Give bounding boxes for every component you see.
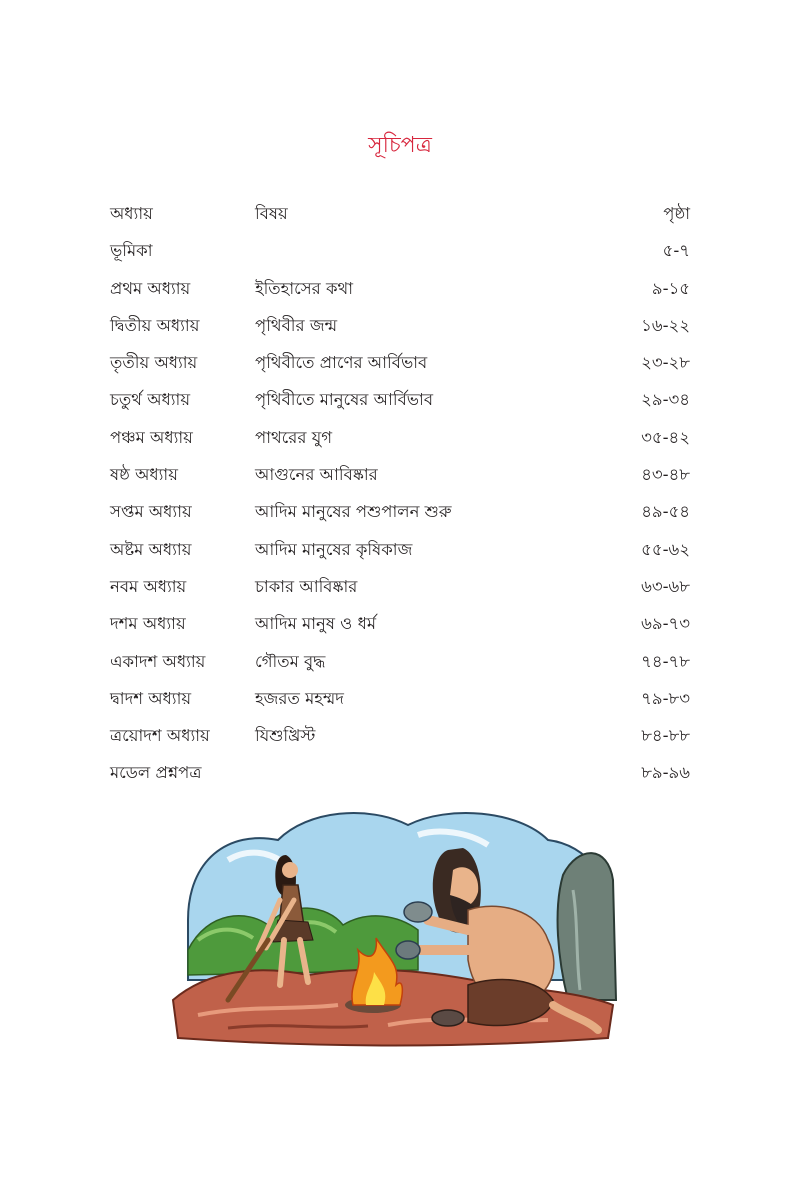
- toc-subject: যিশুখ্রিস্ট: [255, 726, 316, 746]
- toc-row: [110, 643, 690, 680]
- toc-pages: ৬৯-৭৩: [641, 614, 690, 634]
- rock: [558, 853, 616, 1000]
- table-of-contents: [110, 195, 690, 792]
- toc-chapter: সপ্তম অধ্যায়: [110, 502, 192, 522]
- stone: [432, 1010, 464, 1026]
- toc-pages: ৮৯-৯৬: [641, 763, 690, 783]
- toc-row: [110, 754, 690, 791]
- toc-chapter: অষ্টম অধ্যায়: [110, 539, 192, 559]
- toc-row: [110, 680, 690, 717]
- toc-row: [110, 493, 690, 530]
- toc-chapter: পঞ্চম অধ্যায়: [110, 427, 193, 447]
- cave-people-illustration: [168, 800, 618, 1048]
- header-chapter: অধ্যায়: [110, 204, 153, 223]
- toc-subject: পৃথিবীর জন্ম: [255, 315, 338, 335]
- toc-pages: ৭৪-৭৮: [641, 651, 690, 671]
- toc-pages: ২৯-৩৪: [641, 390, 690, 410]
- toc-chapter: দ্বাদশ অধ্যায়: [110, 688, 192, 708]
- toc-chapter: ত্রয়োদশ অধ্যায়: [110, 726, 210, 746]
- toc-row: [110, 270, 690, 307]
- header-page: পৃষ্ঠা: [663, 204, 690, 223]
- toc-chapter: ষষ্ঠ অধ্যায়: [110, 465, 178, 485]
- toc-subject: ইতিহাসের কথা: [255, 278, 354, 298]
- toc-chapter: তৃতীয় অধ্যায়: [110, 353, 198, 373]
- toc-pages: ৮৪-৮৮: [641, 726, 690, 746]
- toc-chapter: চতুর্থ অধ্যায়: [110, 390, 191, 410]
- toc-subject: হজরত মহম্মদ: [255, 688, 344, 708]
- toc-pages: ৩৫-৪২: [641, 427, 690, 447]
- toc-pages: ৭৯-৮৩: [641, 688, 690, 708]
- toc-row: [110, 307, 690, 344]
- toc-chapter: দ্বিতীয় অধ্যায়: [110, 315, 200, 335]
- toc-row: [110, 419, 690, 456]
- toc-row: [110, 381, 690, 418]
- toc-subject: আগুনের আবিষ্কার: [255, 465, 378, 485]
- toc-pages: ৫-৭: [662, 241, 690, 261]
- toc-row: [110, 232, 690, 269]
- toc-subject: পৃথিবীতে মানুষের আর্বিভাব: [255, 390, 434, 410]
- toc-subject: চাকার আবিষ্কার: [255, 576, 358, 596]
- toc-row: [110, 456, 690, 493]
- toc-row: [110, 605, 690, 642]
- toc-pages: ১৬-২২: [641, 315, 690, 335]
- toc-subject: পৃথিবীতে প্রাণের আর্বিভাব: [255, 353, 428, 373]
- toc-row: [110, 531, 690, 568]
- toc-pages: ২৩-২৮: [641, 353, 690, 373]
- toc-row: [110, 568, 690, 605]
- toc-chapter: একাদশ অধ্যায়: [110, 651, 206, 671]
- toc-chapter: ভূমিকা: [110, 241, 153, 261]
- toc-pages: ৯-১৫: [651, 278, 690, 298]
- toc-pages: ৪৩-৪৮: [641, 465, 690, 485]
- toc-subject: পাথরের যুগ: [255, 427, 333, 447]
- toc-row: [110, 344, 690, 381]
- toc-subject: আদিম মানুষ ও ধর্ম: [255, 614, 376, 634]
- toc-pages: ৬৩-৬৮: [641, 576, 690, 596]
- toc-subject: আদিম মানুষের পশুপালন শুরু: [255, 502, 452, 522]
- page-title: সূচিপত্র: [368, 133, 432, 158]
- toc-chapter: নবম অধ্যায়: [110, 576, 187, 596]
- toc-pages: ৫৫-৬২: [641, 539, 690, 559]
- toc-subject: আদিম মানুষের কৃষিকাজ: [255, 539, 413, 559]
- toc-chapter: মডেল প্রশ্নপত্র: [110, 763, 202, 783]
- toc-row: [110, 717, 690, 754]
- toc-header: [110, 195, 690, 232]
- toc-chapter: দশম অধ্যায়: [110, 614, 186, 634]
- toc-subject: গৌতম বুদ্ধ: [255, 651, 326, 671]
- toc-pages: ৪৯-৫৪: [641, 502, 690, 522]
- header-subject: বিষয়: [255, 204, 288, 223]
- toc-chapter: প্রথম অধ্যায়: [110, 278, 191, 298]
